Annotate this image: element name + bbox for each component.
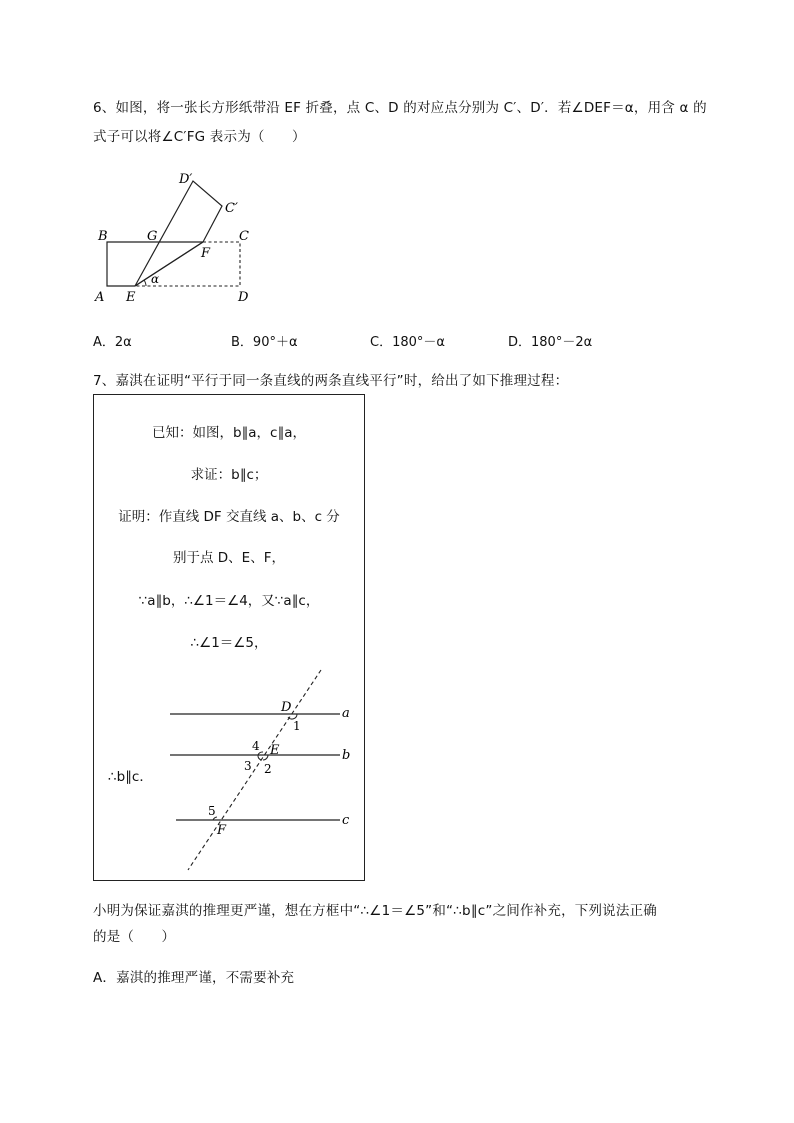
label-c: c [342, 813, 350, 828]
q7-option-a[interactable]: A．嘉淇的推理严谨，不需要补充 [93, 970, 295, 986]
label-b: B [98, 229, 108, 244]
proof-conclusion: ∴b∥c． [108, 769, 153, 785]
transversal-df [188, 670, 321, 870]
label-a: a [342, 706, 350, 721]
proof-line2: 别于点 D、E、F， [173, 550, 285, 566]
label-3: 3 [244, 759, 252, 773]
q7-intro: 7、嘉淇在证明“平行于同一条直线的两条直线平行”时，给出了如下推理过程： [93, 373, 569, 389]
label-d: D [281, 700, 292, 715]
label-c-prime: C′ [225, 201, 238, 216]
q7-proof-box [93, 394, 365, 881]
label-a: A [95, 290, 105, 305]
label-4: 4 [252, 739, 260, 753]
q7-figure [164, 663, 364, 878]
label-5: 5 [208, 804, 216, 818]
q7-after-line2: 的是（ ） [93, 929, 176, 945]
proof-prove: 求证：b∥c； [190, 467, 268, 483]
label-2: 2 [264, 762, 272, 776]
label-e: E [270, 743, 280, 758]
q6-choice-b[interactable]: B．90°＋α [231, 335, 298, 350]
label-c: C [239, 229, 249, 244]
label-1: 1 [293, 719, 301, 733]
label-f: F [201, 246, 211, 261]
q6-choice-d[interactable]: D．180°－2α [508, 335, 593, 350]
label-d: D [238, 290, 249, 305]
fold-line-ef [135, 242, 203, 286]
q6-figure [90, 165, 260, 310]
label-alpha: α [151, 272, 160, 286]
proof-line4: ∴∠1＝∠5， [190, 635, 268, 651]
alpha-arc [144, 280, 146, 286]
q6-stem-line2: 式子可以将∠C′FG 表示为（ ） [93, 129, 306, 145]
q6-choice-a[interactable]: A．2α [93, 335, 132, 350]
arc-2 [263, 755, 268, 760]
q6-stem-line1: 6、如图，将一张长方形纸带沿 EF 折叠，点 C、D 的对应点分别为 C′、D′．若∠DEF＝α，用含 α 的 [93, 100, 707, 116]
proof-line3: ∵a∥b，∴∠1＝∠4，又∵a∥c， [138, 593, 320, 609]
label-g: G [147, 229, 158, 244]
proof-given: 已知：如图，b∥a，c∥a， [151, 425, 307, 441]
label-d-prime: D′ [179, 172, 193, 187]
label-b: b [342, 748, 351, 763]
label-e: E [126, 290, 136, 305]
q7-after-line1: 小明为保证嘉淇的推理更严谨，想在方框中“∴∠1＝∠5”和“∴b∥c”之间作补充，下列说法正确 [93, 903, 657, 919]
q6-choice-c[interactable]: C．180°－α [370, 335, 445, 350]
proof-line1: 证明：作直线 DF 交直线 a、b、c 分 [118, 509, 340, 525]
arc-3 [258, 755, 261, 760]
label-f: F [217, 823, 227, 838]
